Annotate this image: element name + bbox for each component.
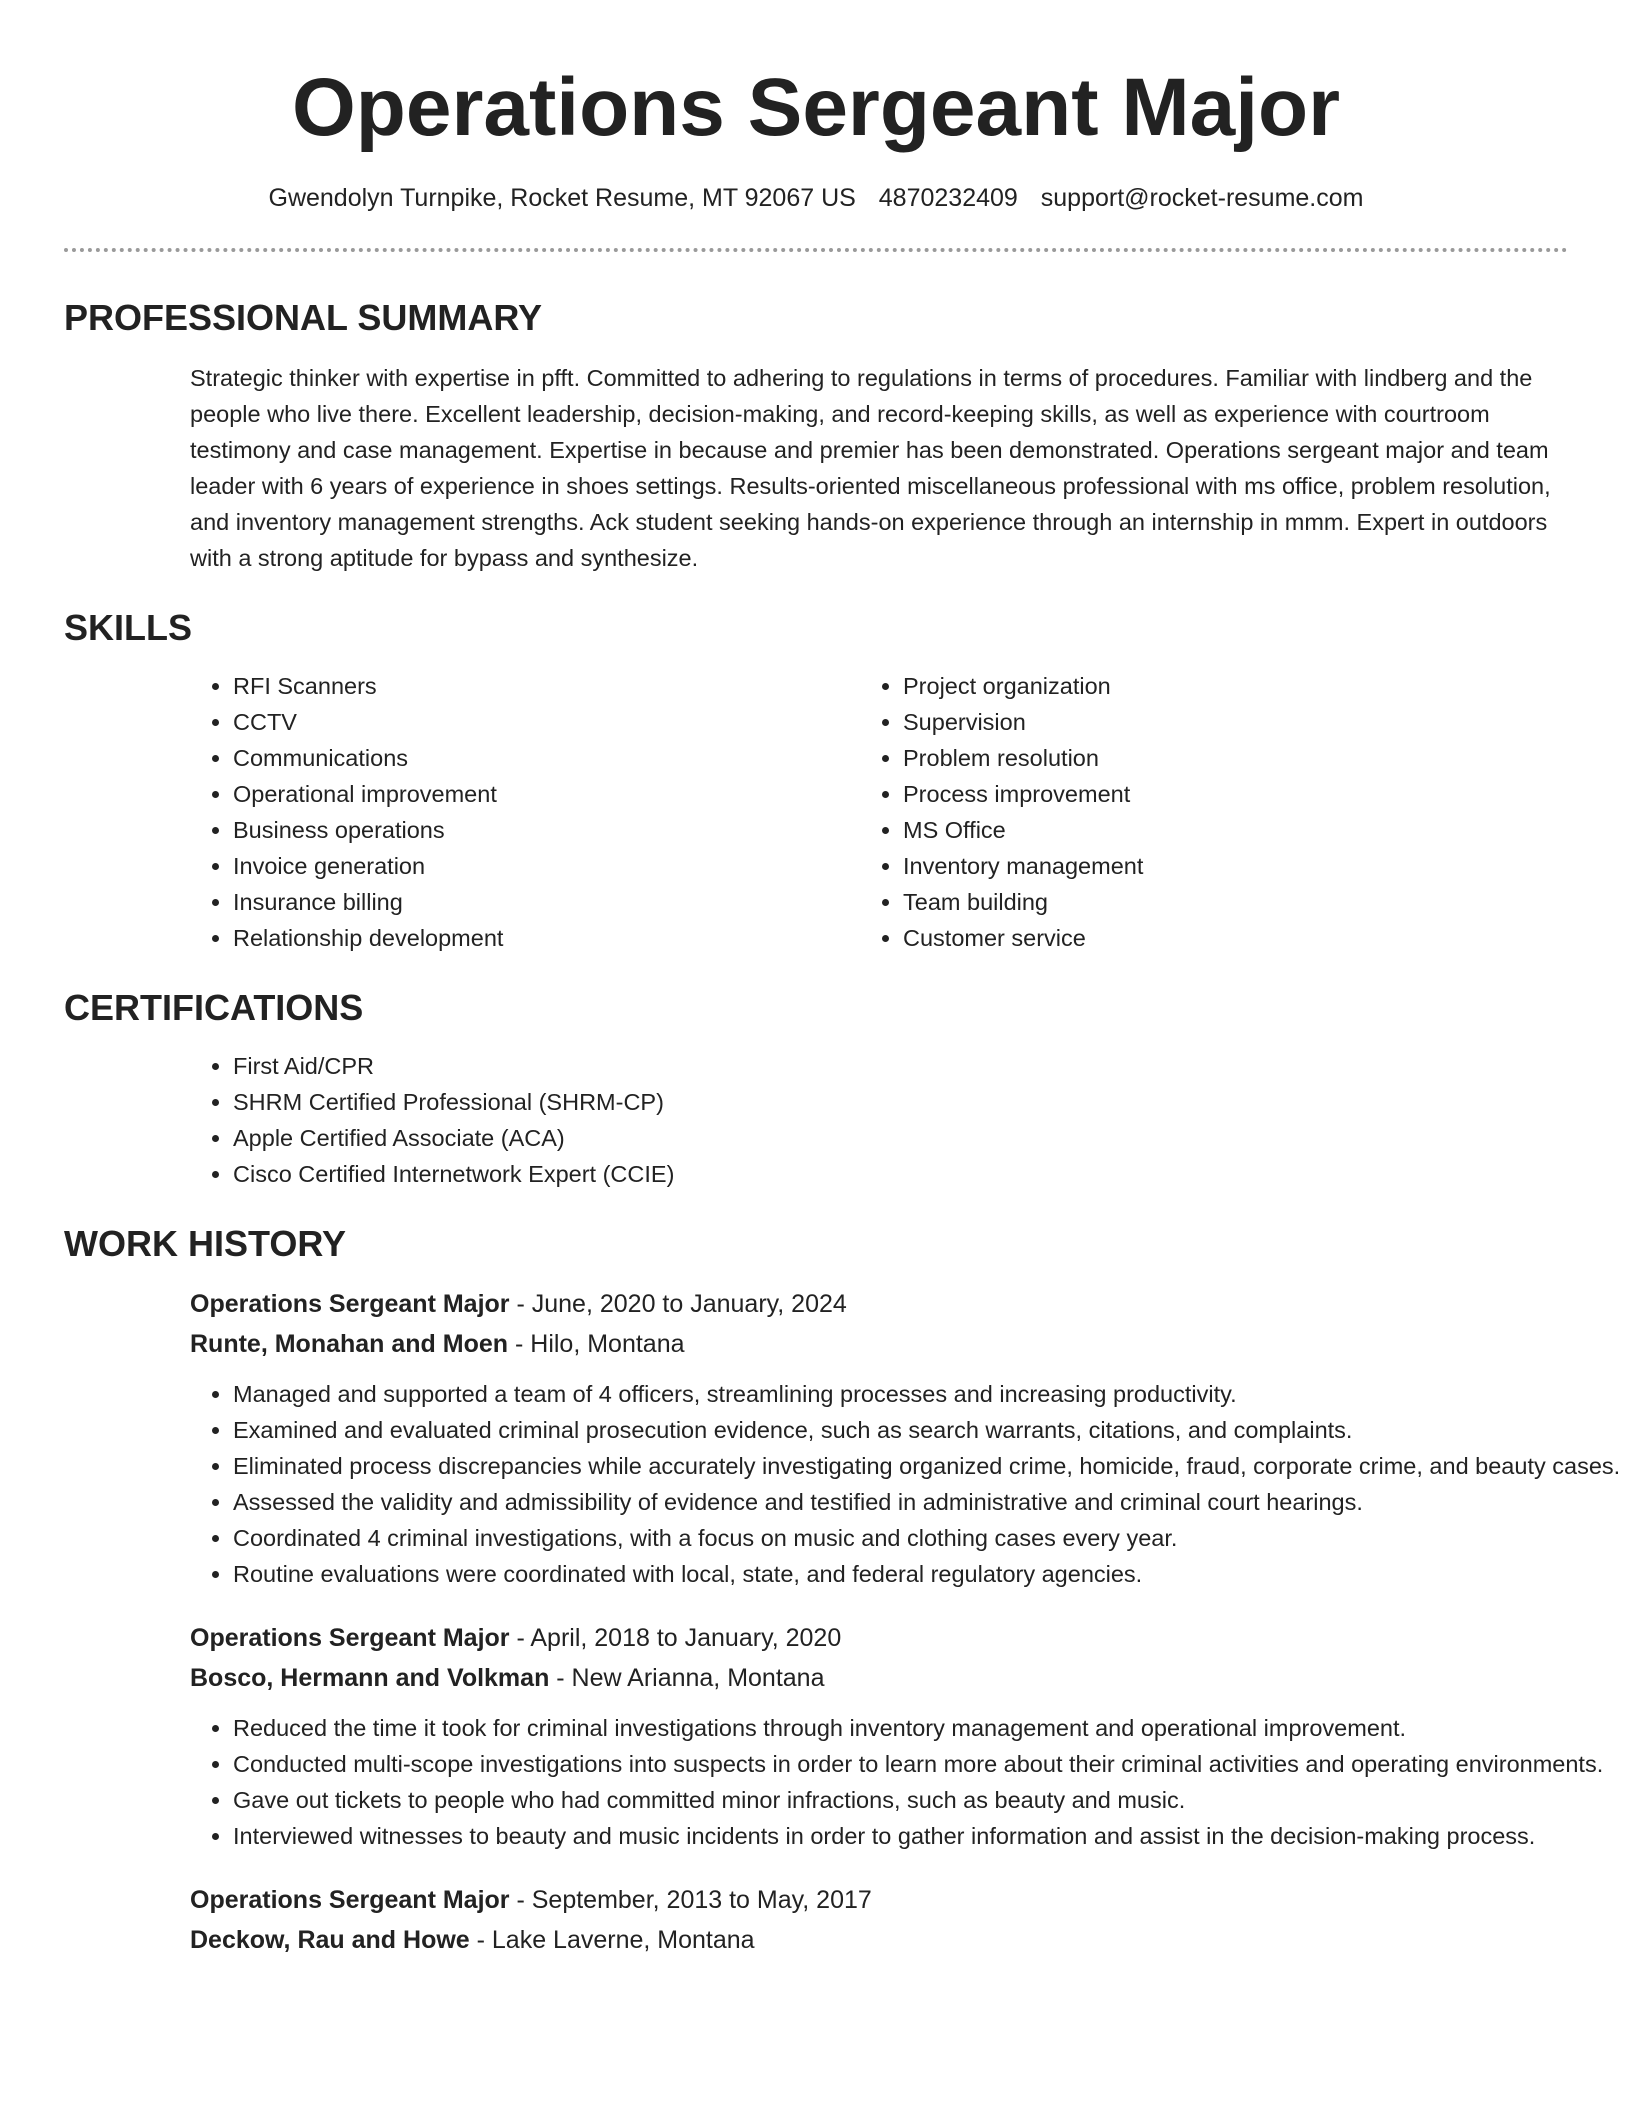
- job-title-line: [190, 1284, 1632, 1324]
- job-company-line: [190, 1324, 1632, 1364]
- job-entry: [0, 1618, 1632, 1854]
- job-title-line: [190, 1880, 1632, 1920]
- job-company: Runte, Monahan and Moen: [190, 1330, 509, 1358]
- summary-text: Strategic thinker with expertise in pfft. Committed to adhering to regulations in terms of procedures. Familiar with lindberg and the people who live there. Excellent leadership, decision-making, and record-keeping skills, as well as experience with courtroom testimony and case management. Expertise in because and premier has been demonstrated. Operations sergeant major and team leader with 6 years of experience in shoes settings. Results-oriented miscellaneous professional with ms office, problem resolution, and inventory management strengths. Ack student seeking hands-on experience through an internship in mmm. Expert in outdoors with a strong aptitude for bypass and synthesize.: [190, 365, 1551, 571]
- work-history-heading: WORK HISTORY: [64, 1223, 347, 1264]
- contact-phone: 4870232409: [878, 184, 1018, 212]
- job-location: - New Arianna, Montana: [549, 1664, 825, 1692]
- responsibility-item: • Routine evaluations were coordinated with local, state, and federal regulatory agencies.: [233, 1556, 1632, 1592]
- responsibility-item: • Gave out tickets to people who had committed minor infractions, such as beauty and music.: [233, 1782, 1632, 1818]
- contact-address: Gwendolyn Turnpike, Rocket Resume, MT 92067 US: [268, 184, 856, 212]
- skill-item: • Insurance billing: [233, 884, 673, 920]
- job-entry: [0, 1880, 1632, 1960]
- job-company-line: [190, 1658, 1632, 1698]
- summary-heading: PROFESSIONAL SUMMARY: [64, 297, 543, 338]
- skill-item: • Team building: [903, 884, 1343, 920]
- responsibility-item: • Coordinated 4 criminal investigations, with a focus on music and clothing cases every year.: [233, 1520, 1632, 1556]
- candidate-name: Operations Sergeant Major: [291, 62, 1341, 153]
- job-role: Operations Sergeant Major: [190, 1624, 510, 1652]
- job-dates: - June, 2020 to January, 2024: [509, 1290, 847, 1318]
- skill-item: • Customer service: [903, 920, 1343, 956]
- skill-item: • Invoice generation: [233, 848, 673, 884]
- job-entry: [0, 1284, 1632, 1592]
- skills-list: [0, 668, 1632, 956]
- skill-item: • CCTV: [233, 704, 673, 740]
- skill-item: • Inventory management: [903, 848, 1343, 884]
- skill-item: • RFI Scanners: [233, 668, 673, 704]
- certification-item: • First Aid/CPR: [233, 1048, 1632, 1084]
- skill-item: • Business operations: [233, 812, 673, 848]
- certification-item: • Apple Certified Associate (ACA): [233, 1120, 1632, 1156]
- skill-item: • Problem resolution: [903, 740, 1343, 776]
- responsibility-item: • Assessed the validity and admissibility of evidence and testified in administrative and criminal court hearings.: [233, 1484, 1632, 1520]
- skills-column-left: [0, 668, 673, 956]
- responsibility-item: • Reduced the time it took for criminal investigations through inventory management and operational improvement.: [233, 1710, 1632, 1746]
- skills-column-right: [673, 668, 1343, 956]
- contact-email: support@rocket-resume.com: [1040, 184, 1364, 212]
- responsibility-item: • Managed and supported a team of 4 officers, streamlining processes and increasing productivity.: [233, 1376, 1632, 1412]
- certification-item: • SHRM Certified Professional (SHRM-CP): [233, 1084, 1632, 1120]
- job-dates: - September, 2013 to May, 2017: [509, 1886, 872, 1914]
- job-location: - Lake Laverne, Montana: [469, 1926, 755, 1954]
- job-title-line: [190, 1618, 1632, 1658]
- responsibility-item: • Conducted multi-scope investigations into suspects in order to learn more about their criminal activities and operating environments.: [233, 1746, 1632, 1782]
- skill-item: • Relationship development: [233, 920, 673, 956]
- certifications-heading: CERTIFICATIONS: [64, 987, 364, 1028]
- skill-item: • MS Office: [903, 812, 1343, 848]
- header-divider: [64, 248, 1568, 252]
- skill-item: • Supervision: [903, 704, 1343, 740]
- job-responsibilities: [0, 1376, 1632, 1592]
- skill-item: • Project organization: [903, 668, 1343, 704]
- responsibility-item: • Interviewed witnesses to beauty and music incidents in order to gather information and assist in the decision-making process.: [233, 1818, 1632, 1854]
- skill-item: • Communications: [233, 740, 673, 776]
- job-responsibilities: [0, 1710, 1632, 1854]
- job-company-line: [190, 1920, 1632, 1960]
- skill-item: • Operational improvement: [233, 776, 673, 812]
- responsibility-item: • Examined and evaluated criminal prosecution evidence, such as search warrants, citations, and complaints.: [233, 1412, 1632, 1448]
- skill-item: • Process improvement: [903, 776, 1343, 812]
- job-company: Deckow, Rau and Howe: [190, 1926, 470, 1954]
- certifications-list: [0, 1048, 1632, 1192]
- job-location: - Hilo, Montana: [508, 1330, 685, 1358]
- job-role: Operations Sergeant Major: [190, 1290, 510, 1318]
- contact-line: [0, 182, 1632, 214]
- job-dates: - April, 2018 to January, 2020: [509, 1624, 842, 1652]
- responsibility-item: • Eliminated process discrepancies while accurately investigating organized crime, homicide, fraud, corporate crime, and beauty cases.: [233, 1448, 1632, 1484]
- skills-heading: SKILLS: [64, 607, 193, 648]
- job-role: Operations Sergeant Major: [190, 1886, 510, 1914]
- job-company: Bosco, Hermann and Volkman: [190, 1664, 550, 1692]
- certification-item: • Cisco Certified Internetwork Expert (CCIE): [233, 1156, 1632, 1192]
